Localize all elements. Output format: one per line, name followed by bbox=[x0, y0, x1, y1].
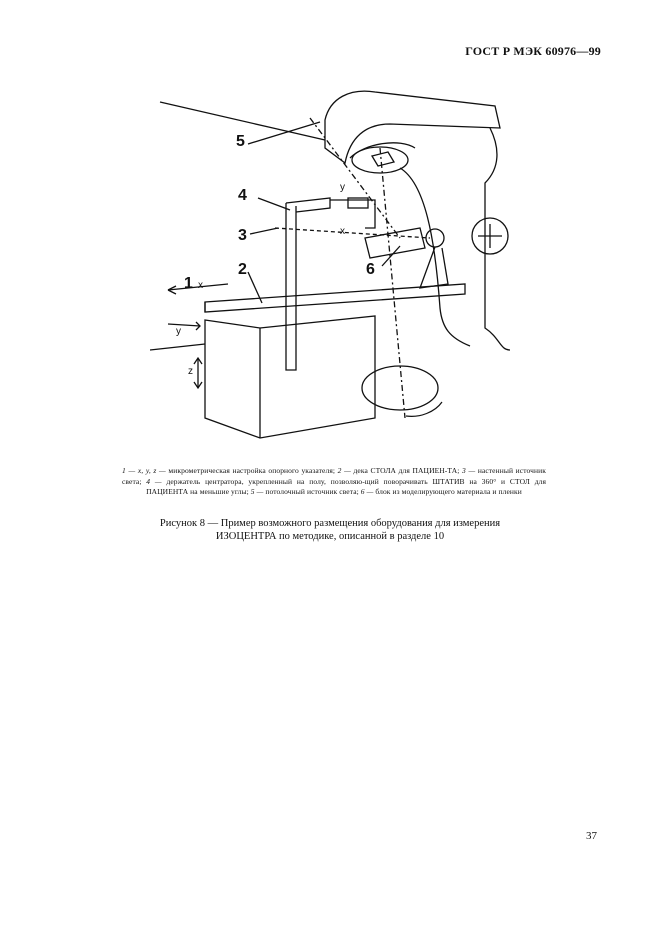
axis-y-label: y bbox=[176, 326, 181, 337]
legend-part: дека СТОЛА для ПАЦИЕН-ТА; bbox=[353, 466, 462, 475]
patient-table-deck bbox=[205, 284, 465, 312]
gantry-head bbox=[325, 91, 500, 163]
legend-part: потолочный источник света; bbox=[265, 487, 361, 497]
centrator-holder bbox=[286, 203, 296, 370]
figure-caption bbox=[110, 518, 550, 543]
legend-part: настенный источник света; bbox=[122, 466, 547, 486]
legend-part: 6 — bbox=[360, 487, 376, 497]
gantry-arm bbox=[485, 128, 510, 350]
caption-line-1: Рисунок 8 — Пример возможного размещения оборудования для измерения bbox=[159, 518, 501, 529]
equipment-figure bbox=[150, 88, 510, 458]
label-5: 5 bbox=[236, 133, 245, 150]
axis-x-label: x bbox=[198, 280, 203, 291]
table-pedestal bbox=[205, 316, 375, 438]
legend-part: 4 — bbox=[146, 476, 167, 486]
legend-part: микрометрическая настройка опорного указателя; bbox=[168, 466, 338, 475]
label-2: 2 bbox=[238, 261, 247, 278]
legend-part: блок из моделирующего материала и пленки bbox=[375, 487, 522, 497]
legend-part: 5 — bbox=[250, 487, 266, 497]
document-header: ГОСТ Р МЭК 60976—99 bbox=[465, 44, 601, 58]
phantom-block bbox=[365, 228, 425, 258]
wall-light-beam bbox=[275, 228, 430, 238]
page-number: 37 bbox=[586, 830, 597, 842]
caption-line-2: ИЗОЦЕНТРА по методике, описанной в разделе 10 bbox=[215, 530, 445, 542]
label-1: 1 bbox=[184, 275, 193, 292]
floor-turntable bbox=[362, 366, 438, 410]
legend-part: 2 — bbox=[337, 466, 354, 475]
label-4: 4 bbox=[238, 187, 247, 204]
label-3: 3 bbox=[238, 227, 247, 244]
axis-x-mid-label: x bbox=[340, 226, 345, 237]
legend-part: держатель центратора, укрепленный на полу, позволяю-щий поворачивать ШТАТИВ на 360° и СТОЛ для ПАЦИЕНТА на меньшие углы; bbox=[146, 476, 546, 497]
axis-z-label: z bbox=[188, 366, 193, 377]
legend-part: 1 — x, y, z — bbox=[122, 466, 169, 475]
figure-legend bbox=[122, 466, 546, 498]
axis-y-top-label: y bbox=[340, 182, 345, 193]
label-6: 6 bbox=[366, 261, 375, 278]
legend-part: 3 — bbox=[462, 466, 478, 475]
